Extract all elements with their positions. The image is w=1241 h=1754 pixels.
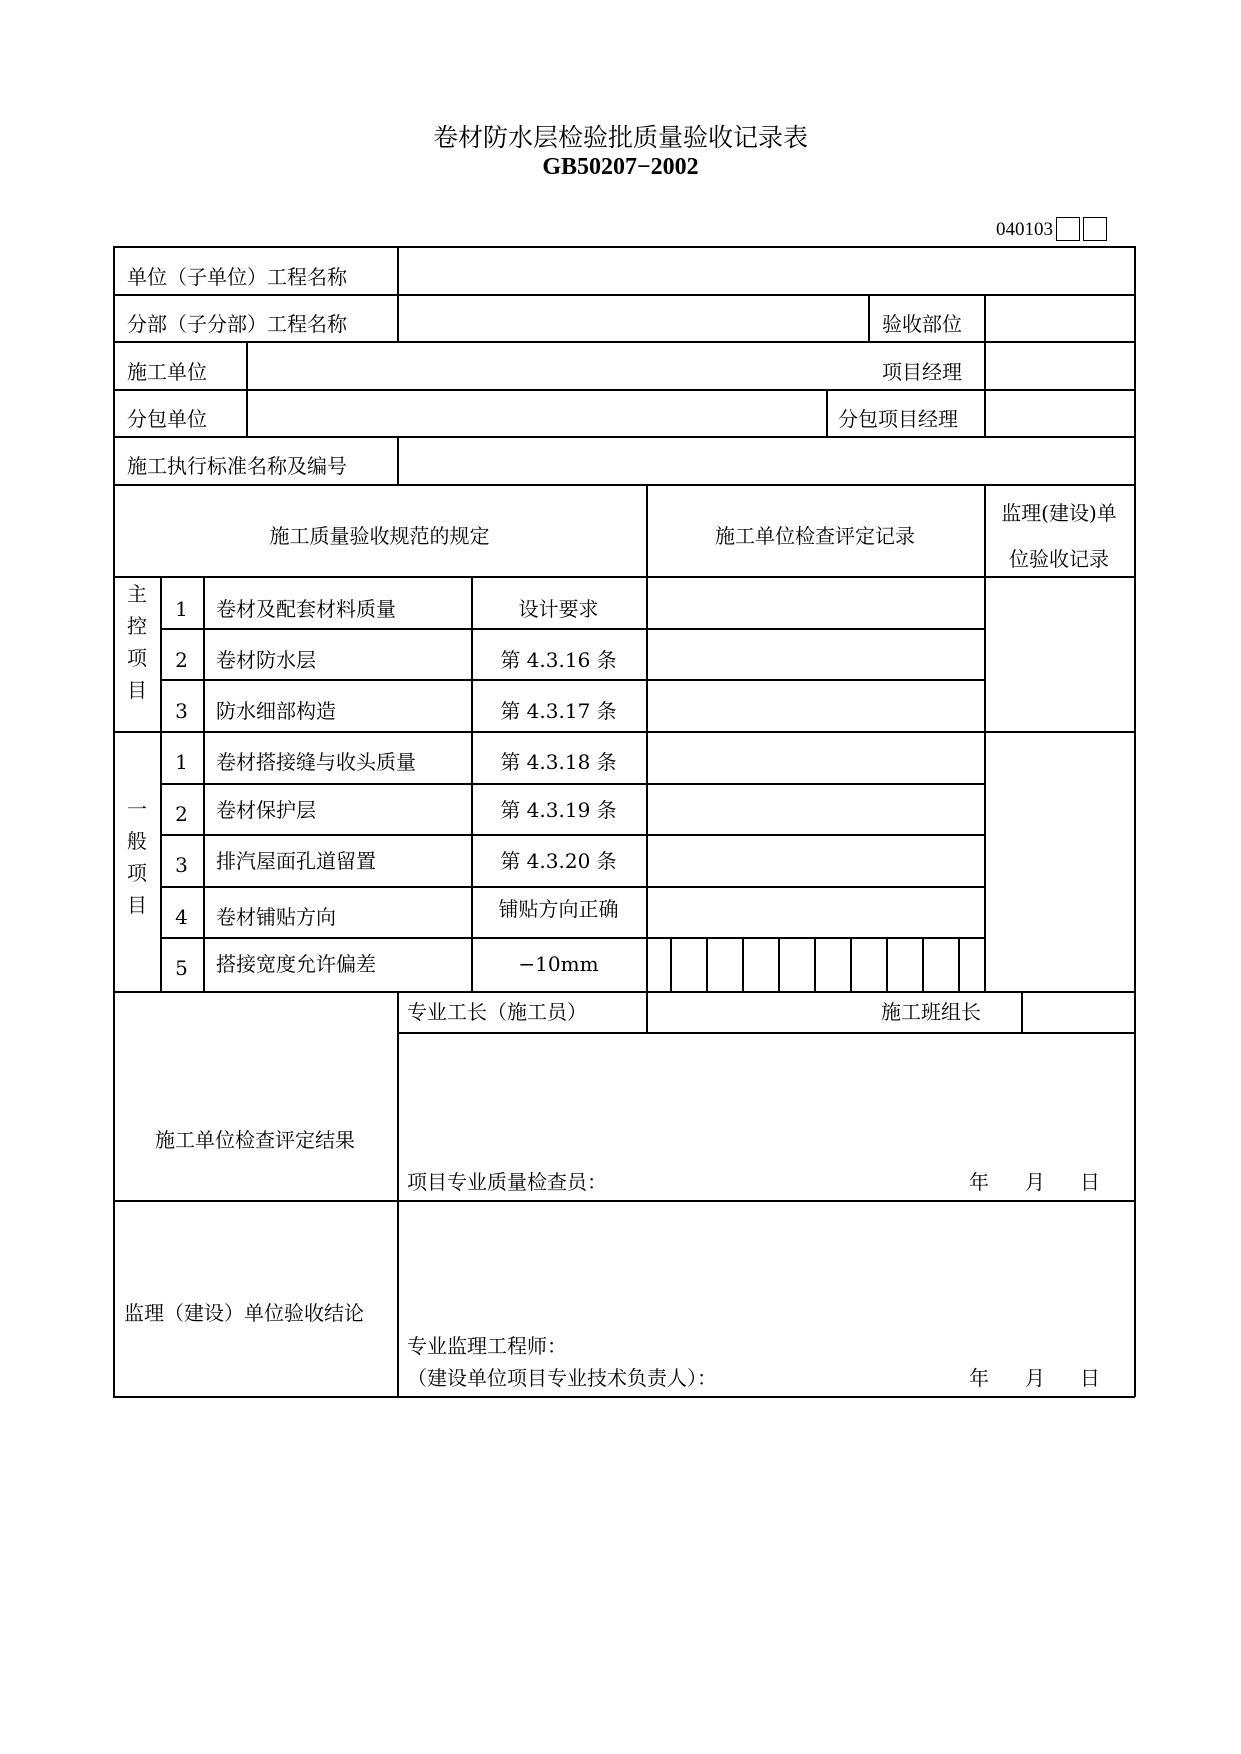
conclusion-day: 日 (1080, 1366, 1100, 1390)
general-row-4-clause: 铺贴方向正确 (498, 897, 619, 921)
main-row-1-clause: 设计要求 (518, 597, 599, 621)
main-row-3-no: 3 (175, 699, 188, 723)
general-row-1-clause: 第 4.3.18 条 (500, 750, 617, 774)
doc-number-box-2[interactable] (1083, 217, 1107, 241)
main-row-2-no: 2 (175, 648, 188, 672)
label-unit-project: 单位（子单位）工程名称 (127, 265, 347, 289)
general-row-1-no: 1 (175, 750, 188, 774)
result-day: 日 (1080, 1170, 1100, 1194)
conclusion-month: 月 (1025, 1366, 1045, 1390)
label-division-project: 分部（子分部）工程名称 (127, 312, 347, 336)
doc-number-text: 040103 (996, 219, 1053, 240)
standard-code: GB50207−2002 (542, 154, 699, 180)
header-supervisor-line1: 监理(建设)单 (1001, 501, 1117, 525)
label-foreman: 专业工长（施工员） (407, 1000, 587, 1024)
label-standard-name: 施工执行标准名称及编号 (127, 454, 347, 478)
general-row-5-clause: −10mm (518, 952, 599, 976)
general-label: 一 般 项 目 (127, 797, 147, 917)
general-row-2-no: 2 (175, 802, 188, 826)
general-row-4-item: 卷材铺贴方向 (216, 905, 336, 929)
label-subcontract-manager: 分包项目经理 (838, 407, 958, 431)
conclusion-section-label: 监理（建设）单位验收结论 (124, 1301, 364, 1325)
label-project-manager: 项目经理 (882, 360, 962, 384)
general-row-1-item: 卷材搭接缝与收头质量 (216, 750, 416, 774)
label-acceptance-part: 验收部位 (882, 312, 962, 336)
label-team-leader: 施工班组长 (881, 1000, 981, 1024)
general-row-2-clause: 第 4.3.19 条 (500, 798, 617, 822)
label-subcontract-unit: 分包单位 (127, 407, 207, 431)
general-row-2-item: 卷材保护层 (216, 798, 316, 822)
main-row-2-clause: 第 4.3.16 条 (500, 648, 617, 672)
label-owner-rep: （建设单位项目专业技术负责人）： (407, 1366, 717, 1390)
header-spec: 施工质量验收规范的规定 (269, 524, 490, 548)
general-row-5-no: 5 (175, 956, 188, 980)
general-row-3-no: 3 (175, 853, 188, 877)
doc-number-box-1[interactable] (1056, 217, 1080, 241)
conclusion-year: 年 (969, 1366, 989, 1390)
general-row-3-item: 排汽屋面孔道留置 (216, 849, 376, 873)
main-row-3-item: 防水细部构造 (216, 699, 336, 723)
form-title: 卷材防水层检验批质量验收记录表 (432, 123, 808, 152)
result-month: 月 (1025, 1170, 1045, 1194)
header-record: 施工单位检查评定记录 (715, 524, 915, 548)
label-engineer: 专业监理工程师： (407, 1334, 567, 1358)
label-construction-unit: 施工单位 (127, 360, 207, 384)
main-control-label: 主 控 项 目 (127, 582, 147, 702)
main-row-2-item: 卷材防水层 (216, 648, 316, 672)
doc-number (996, 217, 1107, 243)
main-row-3-clause: 第 4.3.17 条 (500, 699, 617, 723)
main-row-1-item: 卷材及配套材料质量 (216, 597, 396, 621)
general-row-5-item: 搭接宽度允许偏差 (216, 952, 376, 976)
header-supervisor-line2: 位验收记录 (1009, 547, 1109, 571)
label-inspector: 项目专业质量检查员： (407, 1170, 607, 1194)
main-row-1-no: 1 (175, 597, 188, 621)
general-row-4-no: 4 (175, 905, 188, 929)
result-section-label: 施工单位检查评定结果 (155, 1128, 355, 1152)
result-year: 年 (969, 1170, 989, 1194)
general-row-3-clause: 第 4.3.20 条 (500, 849, 617, 873)
